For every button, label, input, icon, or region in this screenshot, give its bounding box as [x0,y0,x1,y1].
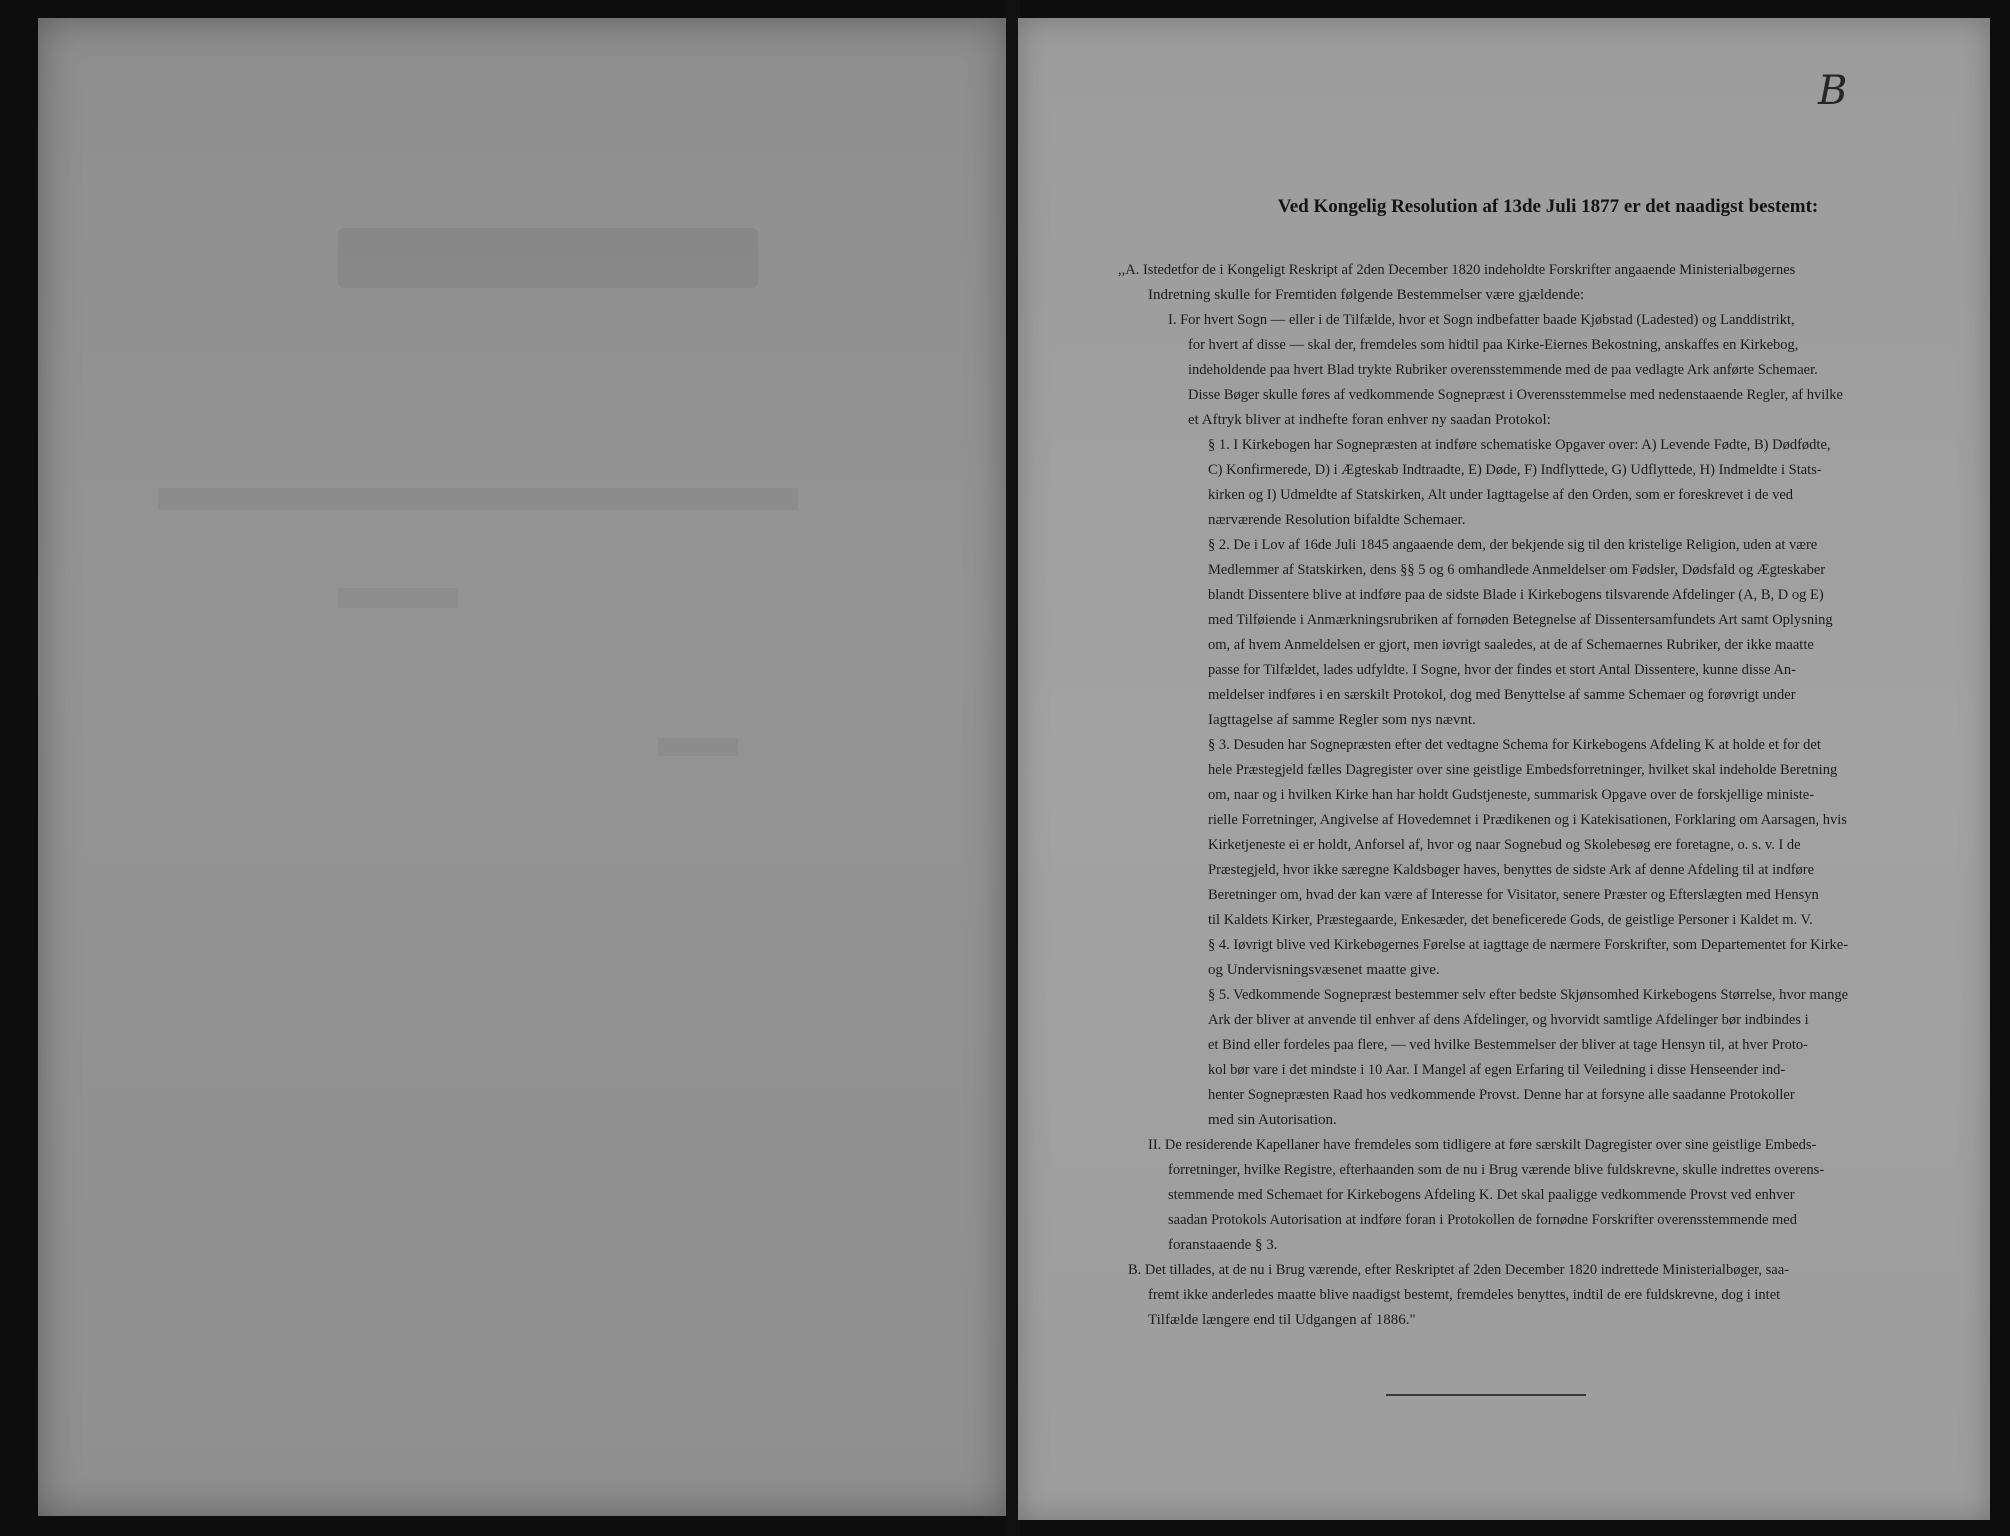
text-line: § 3. Desuden har Sognepræsten efter det vedtagne Schema for Kirkebogens Afdeling K at holde et for det [1208,737,1821,753]
text-line: II. De residerende Kapellaner have fremdeles som tidligere at føre særskilt Dagregister over sine geistlige Embeds- [1148,1137,1817,1153]
text-line: Tilfælde længere end til Udgangen af 1886." [1148,1312,1416,1328]
bleed-through-line [658,738,738,756]
text-line: rielle Forretninger, Angivelse af Hovedemnet i Prædikenen og i Katekisationen, Forklaring om Aarsagen, hvis [1208,812,1847,828]
text-line: ,,A. Istedetfor de i Kongeligt Reskript af 2den December 1820 indeholdte Forskrifter angaaende Ministerialbøgernes [1118,262,1796,278]
text-line: C) Konfirmerede, D) i Ægteskab Indtraadte, E) Døde, F) Indflyttede, G) Udflyttede, H) Indmeldte i Stats- [1208,462,1822,478]
text-line: § 2. De i Lov af 16de Juli 1845 angaaende dem, der bekjende sig til den kristelige Religion, uden at være [1208,537,1818,553]
text-line: saadan Protokols Autorisation at indføre foran i Protokollen de fornødne Forskrifter overensstemmende med [1168,1212,1797,1228]
bleed-through-line [158,488,798,510]
text-line: B. Det tillades, at de nu i Brug værende, efter Reskriptet af 2den December 1820 indrettede Ministerialbøger, saa- [1128,1262,1789,1278]
text-line: for hvert af disse — skal der, fremdeles som hidtil paa Kirke-Eiernes Bekostning, anskaffes en Kirkebog, [1188,337,1799,353]
text-line: fremt ikke anderledes maatte blive naadigst bestemt, fremdeles benyttes, indtil de ere fuldskrevne, dog i intet [1148,1287,1781,1303]
text-line: forretninger, hvilke Registre, efterhaanden som de nu i Brug værende blive fuldskrevne, skulle indrettes overens- [1168,1162,1825,1178]
text-line: § 1. I Kirkebogen har Sognepræsten at indføre schematiske Opgaver over: A) Levende Fødte, B) Dødfødte, [1208,437,1831,453]
text-line: til Kaldets Kirker, Præstegaarde, Enkesæder, det beneficerede Gods, de geistlige Personer i Kaldet m. V. [1208,912,1813,928]
text-line: meldelser indføres i en særskilt Protokol, dog med Benyttelse af samme Schemaer og forøvrigt under [1208,687,1796,703]
page-heading: Ved Kongelig Resolution af 13de Juli 1877 er det naadigst bestemt: [1277,196,1819,217]
text-line: et Bind eller fordeles paa flere, — ved hvilke Bestemmelser der bliver at tage Hensyn til, at hver Proto- [1208,1037,1808,1053]
text-line: og Undervisningsvæsenet maatte give. [1208,962,1440,978]
bleed-through-line [338,588,458,608]
text-line: Medlemmer af Statskirken, dens §§ 5 og 6 omhandlede Anmeldelser om Fødsler, Dødsfald og Ægteskaber [1208,562,1826,578]
text-line: om, af hvem Anmeldelsen er gjort, men iøvrigt saaledes, at de af Schemaernes Rubriker, der ikke maatte [1208,637,1814,653]
divider-rule [1386,1394,1586,1396]
text-line: med sin Autorisation. [1208,1112,1337,1128]
text-line: Ark der bliver at anvende til enhver af dens Afdelinger, og hvorvidt samtlige Afdelinger bør indbindes i [1208,1012,1809,1028]
text-line: Indretning skulle for Fremtiden følgende Bestemmelser være gjældende: [1148,287,1585,303]
right-page [1018,18,1990,1520]
text-line: kirken og I) Udmeldte af Statskirken, Alt under Iagttagelse af den Orden, som er foreskrevet i de ved [1208,487,1794,503]
text-line: kol bør vare i det mindste i 10 Aar. I Mangel af egen Erfaring til Veiledning i disse Henseender ind- [1208,1062,1786,1078]
text-line: Kirketjeneste ei er holdt, Anforsel af, hvor og naar Sognebud og Skolebesøg ere foretagne, o. s. v. I de [1208,837,1801,853]
text-line: indeholdende paa hvert Blad trykte Rubriker overensstemmende med de paa vedlagte Ark anførte Schemaer. [1188,362,1818,378]
page-mark: B [1818,68,1848,114]
text-line: stemmende med Schemaet for Kirkebogens Afdeling K. Det skal paaligge vedkommende Provst ved enhver [1168,1187,1795,1203]
text-line: § 4. Iøvrigt blive ved Kirkebøgernes Førelse at iagttage de nærmere Forskrifter, som Departementet for Kirke- [1208,937,1849,953]
text-line: om, naar og i hvilken Kirke han har holdt Gudstjeneste, summarisk Opgave over de forskjellige ministe- [1208,787,1815,803]
text-line: Beretninger om, hvad der kan være af Interesse for Visitator, senere Præster og Efterslægten med Hensyn [1208,887,1819,903]
text-line: Disse Bøger skulle føres af vedkommende Sognepræst i Overensstemmelse med nedenstaaende Regler, af hvilke [1188,387,1843,403]
text-line: hele Præstegjeld fælles Dagregister over sine geistlige Embedsforretninger, hvilket skal indeholde Beretning [1208,762,1838,778]
text-line: blandt Dissentere blive at indføre paa de sidste Blade i Kirkebogens tilsvarende Afdelinger (A, B, D og E) [1208,587,1824,603]
text-line: henter Sognepræsten Raad hos vedkommende Provst. Denne har at forsyne alle saadanne Protokoller [1208,1087,1795,1103]
left-page [38,18,1006,1516]
text-line: et Aftryk bliver at indhefte foran enhver ny saadan Protokol: [1188,412,1551,428]
bleed-through-title [338,228,758,288]
text-line: foranstaaende § 3. [1168,1237,1278,1253]
text-line: passe for Tilfældet, lades udfyldte. I Sogne, hvor der findes et stort Antal Dissentere, kunne disse An- [1208,662,1796,678]
text-line: nærværende Resolution bifaldte Schemaer. [1208,512,1466,528]
text-line: Iagttagelse af samme Regler som nys nævnt. [1208,712,1476,728]
text-line: med Tilføiende i Anmærkningsrubriken af fornøden Betegnelse af Dissentersamfundets Art samt Oplysning [1208,612,1833,628]
text-line: Præstegjeld, hvor ikke særegne Kaldsbøger haves, benyttes de sidste Ark af denne Afdeling til at indføre [1208,862,1815,878]
text-line: § 5. Vedkommende Sognepræst bestemmer selv efter bedste Skjønsomhed Kirkebogens Størrelse, hvor mange [1208,987,1849,1003]
text-line: I. For hvert Sogn — eller i de Tilfælde, hvor et Sogn indbefatter baade Kjøbstad (Ladested) og Landdistrikt, [1168,312,1795,328]
